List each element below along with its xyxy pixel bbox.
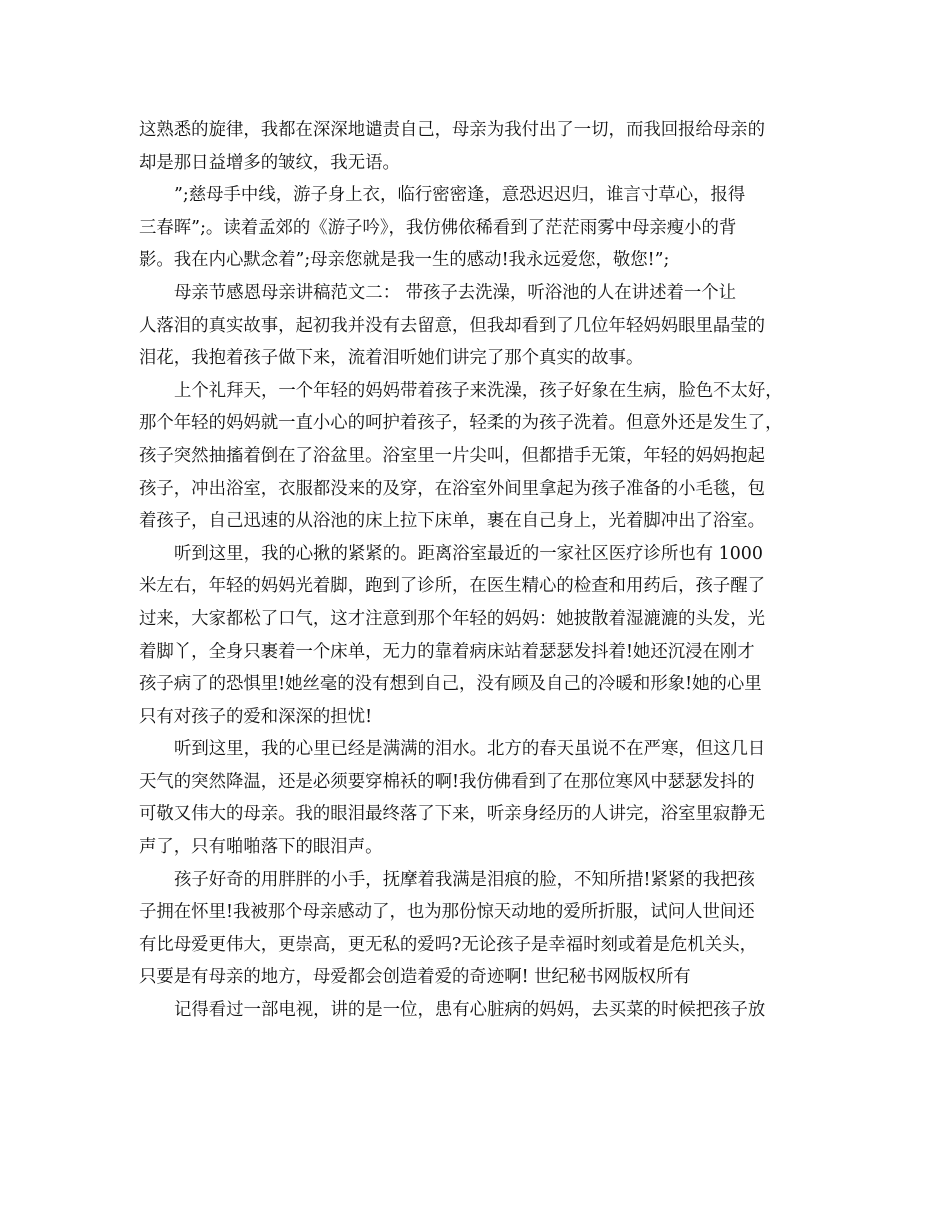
- text-line: 着脚丫，全身只裹着一个床单，无力的靠着病床站着瑟瑟发抖着!她还沉浸在刚才: [139, 641, 755, 662]
- text-line: 孩子突然抽搐着倒在了浴盆里。浴室里一片尖叫，但都措手无策，年轻的妈妈抱起: [139, 445, 766, 466]
- text-line: 却是那日益增多的皱纹，我无语。: [139, 152, 400, 173]
- text-line: 天气的突然降温，还是必须要穿棉袄的啊!我仿佛看到了在那位寒风中瑟瑟发抖的: [139, 771, 755, 792]
- text-line: 着孩子，自己迅速的从浴池的床上拉下床单，裹在自己身上，光着脚冲出了浴室。: [139, 511, 766, 532]
- text-line: 孩子病了的恐惧里!她丝毫的没有想到自己，没有顾及自己的冷暖和形象!她的心里: [139, 674, 762, 695]
- text-line: 声了，只有啪啪落下的眼泪声。: [139, 837, 383, 858]
- text-line: 影。我在内心默念着”;母亲您就是我一生的感动!我永远爱您，敬您!”;: [139, 250, 670, 271]
- text-line: 上个礼拜天，一个年轻的妈妈带着孩子来洗澡，孩子好象在生病，脸色不太好，: [174, 380, 783, 401]
- text-line: 孩子好奇的用胖胖的小手，抚摩着我满是泪痕的脸，不知所措!紧紧的我把孩: [174, 869, 755, 890]
- article-body: [139, 114, 815, 1027]
- text-line: 过来，大家都松了口气，这才注意到那个年轻的妈妈：她披散着湿漉漉的头发，光: [139, 608, 766, 629]
- text-line: 只要是有母亲的地方，母爱都会创造着爱的奇迹啊! 世纪秘书网版权所有: [139, 967, 691, 988]
- text-line: 这熟悉的旋律，我都在深深地谴责自己，母亲为我付出了一切，而我回报给母亲的: [139, 120, 766, 140]
- text-line: 子拥在怀里!我被那个母亲感动了，也为那份惊天动地的爱所折服，试问人世间还: [139, 902, 755, 923]
- text-line: 孩子，冲出浴室，衣服都没来的及穿，在浴室外间里拿起为孩子准备的小毛毯，包: [139, 478, 766, 499]
- text-line: 听到这里，我的心揪的紧紧的。距离浴室最近的一家社区医疗诊所也有 1000: [174, 543, 763, 564]
- text-line: 记得看过一部电视，讲的是一位，患有心脏病的妈妈，去买菜的时候把孩子放: [174, 1000, 766, 1021]
- text-line: 泪花，我抱着孩子做下来，流着泪听她们讲完了那个真实的故事。: [139, 348, 644, 369]
- text-line: 有比母爱更伟大，更崇高，更无私的爱吗?无论孩子是幸福时刻或着是危机关头，: [139, 934, 757, 955]
- text-line: 母亲节感恩母亲讲稿范文二： 带孩子去洗澡，听浴池的人在讲述着一个让: [174, 282, 737, 303]
- text-line: 可敬又伟大的母亲。我的眼泪最终落了下来，听亲身经历的人讲完，浴室里寂静无: [139, 804, 766, 825]
- text-line: ”;慈母手中线，游子身上衣，临行密密逢，意恐迟迟归，谁言寸草心，报得: [174, 185, 746, 206]
- text-line: 那个年轻的妈妈就一直小心的呵护着孩子，轻柔的为孩子洗着。但意外还是发生了，: [139, 413, 783, 434]
- text-line: 三春晖”;。读着孟郊的《游子吟》，我仿佛依稀看到了茫茫雨雾中母亲瘦小的背: [139, 217, 737, 238]
- text-line: 只有对孩子的爱和深深的担忧!: [139, 706, 373, 727]
- text-line: 听到这里，我的心里已经是满满的泪水。北方的春天虽说不在严寒，但这几日: [174, 739, 766, 760]
- text-line: 米左右，年轻的妈妈光着脚，跑到了诊所，在医生精心的检查和用药后，孩子醒了: [139, 576, 766, 597]
- text-line: 人落泪的真实故事，起初我并没有去留意，但我却看到了几位年轻妈妈眼里晶莹的: [139, 315, 766, 336]
